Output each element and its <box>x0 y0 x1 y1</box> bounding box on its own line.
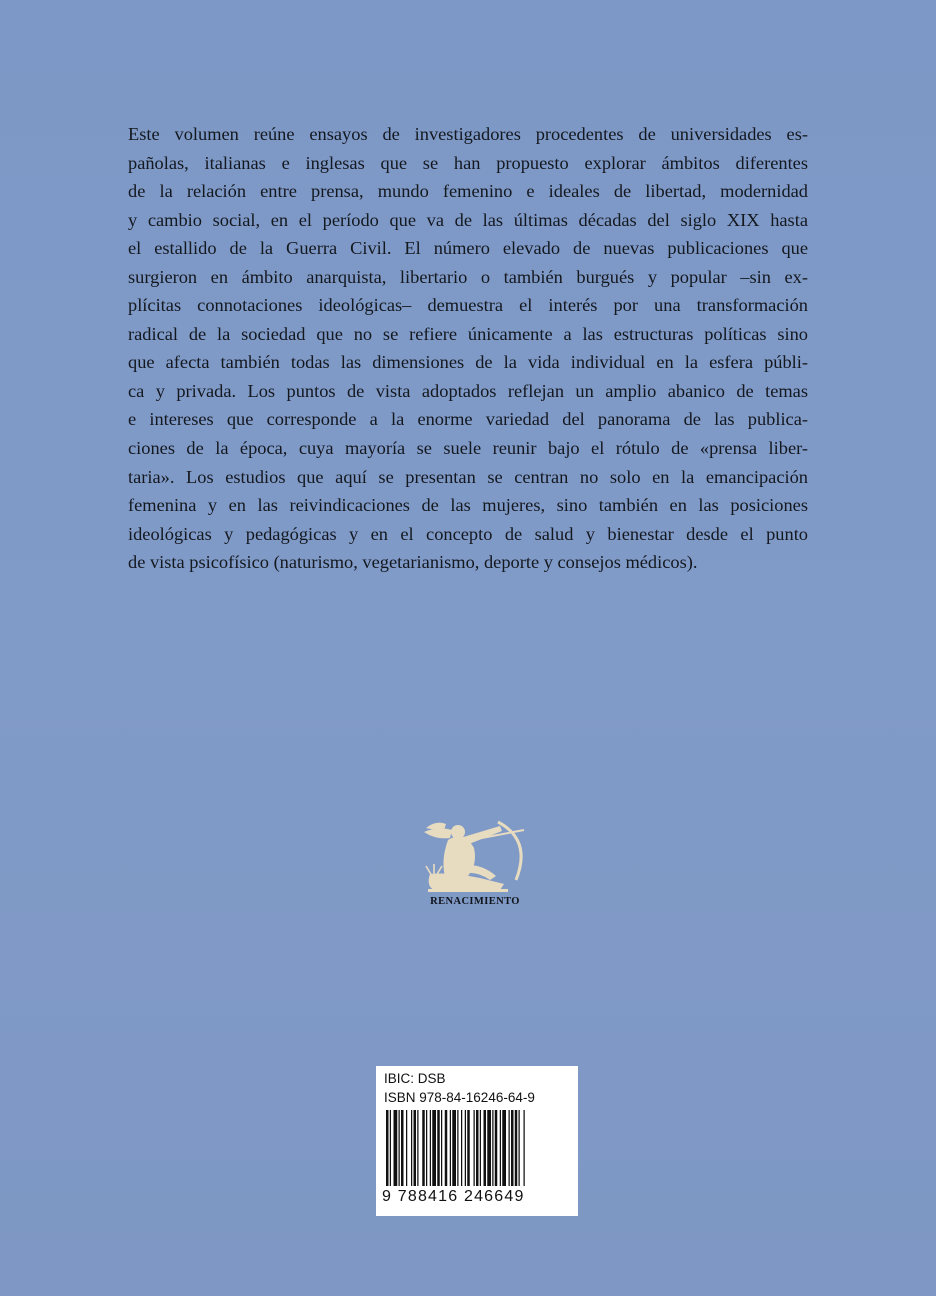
back-cover-blurb <box>128 120 808 577</box>
barcode-bar <box>476 1110 479 1186</box>
barcode-bar <box>492 1110 493 1186</box>
blurb-line: femenina y en las reivindicaciones de las mujeres, sino también en las posiciones <box>128 495 808 516</box>
barcode-bar <box>502 1110 506 1186</box>
barcode-bar <box>511 1110 514 1186</box>
barcode-bar <box>411 1110 412 1186</box>
blurb-line: ca y privada. Los puntos de vista adoptados reflejan un amplio abanico de temas <box>128 380 808 401</box>
isbn-barcode-panel <box>376 1066 578 1216</box>
barcode-bar <box>480 1110 481 1186</box>
barcode-bar <box>487 1110 491 1186</box>
blurb-line: que afecta también todas las dimensiones de la vida individual en la esfera públi- <box>128 352 808 373</box>
barcode-bar <box>417 1110 418 1186</box>
barcode-bar <box>445 1110 448 1186</box>
archer-logo-icon <box>420 818 530 896</box>
barcode-bar <box>467 1110 470 1186</box>
barcode-bars-icon <box>384 1110 572 1188</box>
blurb-line: pañolas, italianas e inglesas que se han propuesto explorar ámbitos diferentes <box>128 152 808 173</box>
barcode-bar <box>406 1110 407 1186</box>
barcode-bar <box>426 1110 427 1186</box>
blurb-line: de vista psicofísico (naturismo, vegetarianismo, deporte y consejos médicos). <box>128 552 698 573</box>
barcode-bar <box>390 1110 391 1186</box>
barcode-bar <box>437 1110 440 1186</box>
blurb-line: taria». Los estudios que aquí se presentan se centran no solo en la emancipación <box>128 466 808 487</box>
isbn-number: ISBN 978-84-16246-64-9 <box>384 1090 535 1105</box>
publisher-name: RENACIMIENTO <box>430 896 520 907</box>
barcode-bar <box>524 1110 525 1186</box>
blurb-line: Este volumen reúne ensayos de investigadores procedentes de universidades es- <box>128 124 808 144</box>
blurb-line: e intereses que corresponde a la enorme variedad del panorama de las publica- <box>128 409 808 430</box>
barcode-bar <box>519 1110 520 1186</box>
blurb-line: radical de la sociedad que no se refiere únicamente a las estructuras políticas sino <box>128 323 808 344</box>
barcode-bar <box>500 1110 501 1186</box>
blurb-line: el estallido de la Guerra Civil. El número elevado de nuevas publicaciones que <box>128 238 808 259</box>
blurb-line: ciones de la época, cuya mayoría se suele reunir bajo el rótulo de «prensa liber- <box>128 438 808 459</box>
barcode-bar <box>495 1110 498 1186</box>
barcode-bar <box>465 1110 466 1186</box>
blurb-line: y cambio social, en el período que va de las últimas décadas del siglo XIX hasta <box>128 209 808 230</box>
barcode-bar <box>399 1110 400 1186</box>
barcode-bar <box>457 1110 458 1186</box>
barcode-bar <box>386 1110 389 1186</box>
barcode-bar <box>484 1110 487 1186</box>
ibic-code: IBIC: DSB <box>384 1071 446 1086</box>
blurb-line: de la relación entre prensa, mundo femenino e ideales de libertad, modernidad <box>128 181 808 202</box>
barcode-bar <box>441 1110 442 1186</box>
barcode-bar <box>432 1110 436 1186</box>
blurb-line: surgieron en ámbito anarquista, libertario o también burgués y popular –sin ex- <box>128 266 808 287</box>
publisher-logo <box>410 818 540 918</box>
barcode-bar <box>430 1110 431 1186</box>
barcode-bar <box>474 1110 475 1186</box>
barcode-bar <box>515 1110 518 1186</box>
barcode-bar <box>450 1110 451 1186</box>
blurb-line: plícitas connotaciones ideológicas– demuestra el interés por una transformación <box>128 295 808 316</box>
barcode-bar <box>414 1110 417 1186</box>
barcode-digits: 9 788416 246649 <box>382 1188 525 1205</box>
barcode-bar <box>422 1110 425 1186</box>
barcode-bar <box>452 1110 456 1186</box>
barcode-bar <box>394 1110 398 1186</box>
barcode-bar <box>509 1110 510 1186</box>
barcode-bar <box>461 1110 462 1186</box>
blurb-line: ideológicas y pedagógicas y en el concepto de salud y bienestar desde el punto <box>128 523 808 544</box>
barcode-bar <box>401 1110 404 1186</box>
